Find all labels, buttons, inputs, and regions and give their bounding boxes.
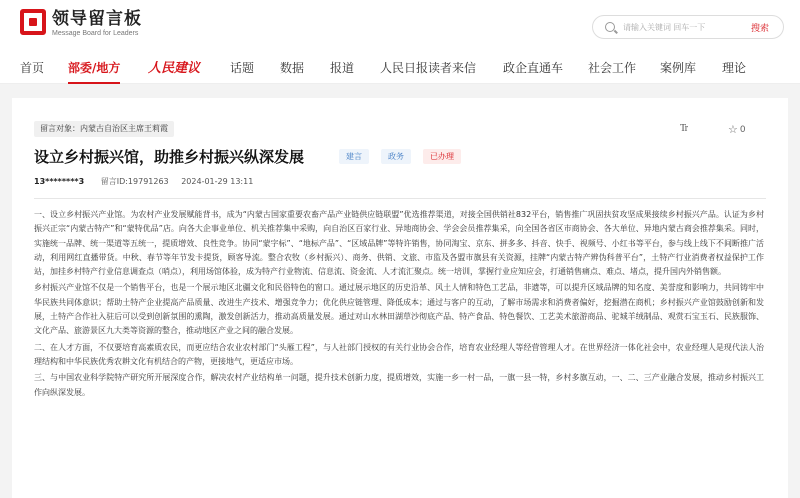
status-badge: 已办理: [423, 149, 461, 164]
user-id: 13********3: [34, 177, 85, 186]
tag-suggestion: 建言: [339, 149, 369, 164]
content-paragraph: 三、与中国农业科学院特产研究所开展深度合作，解决农村产业结构单一问题，提升技术创新力度，提质增效，实施一乡一村一品，一旗一县一特，乡村多旗互动，一、二、三产业融合发展，推动乡村振兴工作向纵深发展。: [34, 373, 764, 397]
nav-item-topics[interactable]: 话题: [230, 61, 255, 75]
tag-government: 政务: [381, 149, 411, 164]
nav-item-data[interactable]: 数据: [280, 61, 305, 75]
site-logo[interactable]: [20, 9, 142, 38]
message-content: [34, 208, 764, 402]
message-datetime: 2024-01-29 13:11: [181, 177, 254, 186]
nav-item-social-work[interactable]: 社会工作: [588, 61, 637, 75]
logo-subtitle: Message Board for Leaders: [52, 30, 139, 37]
top-header: [0, 0, 800, 50]
nav-item-theory[interactable]: 理论: [722, 61, 747, 75]
logo-icon: [20, 9, 46, 35]
search-button[interactable]: 搜索: [750, 24, 769, 34]
nav-item-gov-business[interactable]: 政企直通车: [503, 61, 564, 75]
like-count: 0: [739, 124, 746, 135]
nav-item-people-suggestions[interactable]: 人民建议: [148, 61, 201, 76]
content-paragraph: 乡村振兴产业馆不仅是一个销售平台，也是一个展示地区北疆文化和民俗特色的窗口。通过展示地区的历史沿革、风土人情和特色工艺品，非遗等，可以提升区域品牌的知名度、美誉度和影响力，共同铸牢中华民族共同体意识；帮助土特产企业提高产品质量、改进生产技术、增强竞争力；优化供应链管理、降低成本；通过与客户的互动，了解市场需求和消费者偏好，挖掘潜在商机；乡村振兴产业馆鼓励创新和发展，土特产合作社入驻后可以受到创新氛围的熏陶，激发创新活力，推动高质量发展。通过对山水林田湖草沙彻底产品、特产食品、特色餐饮、工艺美术旅游商品、驼城羊绒制品、观赏石宝玉石、民族服饰、文化产品、旅游景区九大类等资源的整合，推动地区产业之间的融合发展。: [34, 283, 764, 336]
content-paragraph: 二、在人才方面，不仅要培育高素质农民，而更应结合农业农村部门“头雁工程”，与人社部门授权的有关行业协会合作，培育农业经理人等经营管理人才。在世界经济一体化社会中，农业经理人是现代法人治理结构和中华民族优秀农耕文化有机结合的产物，更接地气，更适应市场。: [34, 342, 764, 366]
search-icon: [605, 22, 615, 32]
message-card: [12, 98, 788, 498]
message-info: [34, 176, 263, 187]
divider: [34, 198, 766, 199]
nav-item-ministries-local[interactable]: 部委/地方: [68, 61, 121, 75]
star-icon: ☆: [728, 123, 738, 136]
nav-item-home[interactable]: 首页: [20, 61, 45, 75]
nav-item-case-library[interactable]: 案例库: [660, 61, 697, 75]
content-paragraph: 一、设立乡村振兴产业馆。为农村产业发展赋能背书，成为“内蒙古国家重要农畜产品产业链供应链联盟”优选推荐渠道，对接全国供销社832平台，销售推广巩固扶贫攻坚成果接续乡村振兴产品。认证为乡村振兴正宗“内蒙古特产”和“蒙特优品”店。向各大企事业单位、机关推荐集中采购，向自治区百家行业、异地商协会、学会会员推荐集采，向全国各省区市商协会、各大单位、异地内蒙古商会推荐集采。同时，实施统一品牌、统一渠道等五统一，提质增效、良性竞争。协同“蒙字标”、“地标产品”、“区域品牌”等特许销售，协同淘宝、京东、拼多多、抖音、快手、视频号、小红书等平台，参与线上线下不间断推广活动，利用网红直播带货。中秋、春节等年节发卡提货，顾客导流。整合农牧（乡村振兴）、商务、供销、文旅、市监及各盟市旗县有关资源，挂牌“内蒙古特产辨伪科普平台”，土特产行业消费者权益保护工作站，加挂乡村特产行业信息调查点（哨点），利用场馆体验，成为特产行业物流、信息流、资金流、人才流汇聚点。统一培训，掌握行业应知应会，打通销售痛点、难点、堵点，提升国内外销售额。: [34, 210, 764, 277]
nav-item-reports[interactable]: 报道: [330, 61, 355, 75]
logo-title: 领导留言板: [52, 9, 142, 29]
font-size-icon[interactable]: Tr: [680, 123, 688, 134]
search-input[interactable]: [623, 18, 735, 36]
message-id: 留言ID:19791263: [100, 177, 169, 186]
main-nav: [0, 50, 800, 84]
message-title: 设立乡村振兴馆，助推乡村振兴纵深发展: [34, 148, 305, 166]
like-button[interactable]: [728, 123, 746, 136]
nav-item-reader-letters[interactable]: 人民日报读者来信: [380, 61, 477, 75]
message-target: 留言对象：内蒙古自治区主席王莉霞: [34, 121, 174, 137]
search-box: [592, 15, 784, 39]
